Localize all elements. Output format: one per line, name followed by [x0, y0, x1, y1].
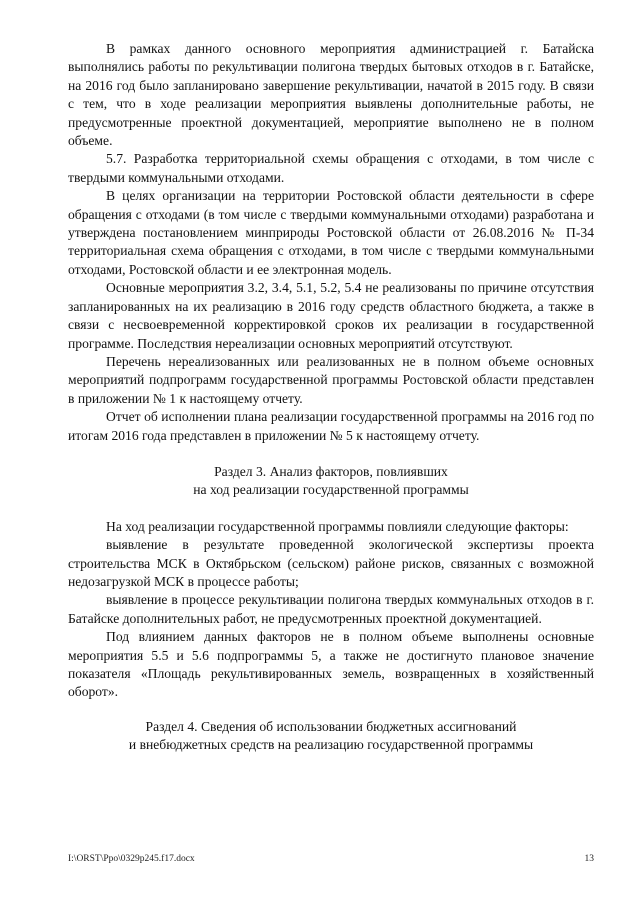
page-number: 13: [584, 854, 594, 864]
paragraph-factor-recultivation-works: выявление в процессе рекультивации полигона твердых коммунальных отходов в г. Батайске дополнительных работ, не предусмотренных проектной документацией.: [68, 592, 594, 626]
footer-file-path: I:\ORST\Ppo\0329p245.f17.docx: [68, 854, 195, 864]
paragraph-factor-ecological-expertise: выявление в результате проведенной экологической экспертизы проекта строительства МСК в Октябрьском (сельском) районе рисков, связанных с возможной недозагрузкой МСК в процессе работы;: [68, 537, 594, 589]
paragraph-item-5-7: 5.7. Разработка территориальной схемы обращения с отходами, в том числе с твердыми коммунальными отходами.: [68, 151, 594, 185]
section-4-heading-line-2: и внебюджетных средств на реализацию государственной программы: [128, 737, 534, 753]
paragraph-unimplemented-activities: Основные мероприятия 3.2, 3.4, 5.1, 5.2, 5.4 не реализованы по причине отсутствия запланированных на их реализацию в 2016 году средств областного бюджета, а также в связи с несвоевременной корректировкой сроков их реализации в государственной программе. Последствия нереализации основных мероприятий отсутствуют.: [68, 280, 594, 351]
section-3-heading-line-1: Раздел 3. Анализ факторов, повлиявших: [214, 463, 448, 479]
paragraph-factors-consequences: Под влиянием данных факторов не в полном объеме выполнены основные мероприятия 5.5 и 5.6 подпрограммы 5, а также не достигнуто плановое значение показателя «Площадь рекультивированных земель, возвращенных в хозяйственный оборот».: [68, 629, 594, 700]
page-footer: [68, 854, 594, 864]
paragraph-factors-intro: На ход реализации государственной программы повлияли следующие факторы:: [106, 518, 569, 534]
paragraph-appendix-1: Перечень нереализованных или реализованных не в полном объеме основных мероприятий подпрограмм государственной программы Ростовской области представлен в приложении № 1 к настоящему отчету.: [68, 353, 594, 406]
section-4-heading-line-1: Раздел 4. Сведения об использовании бюджетных ассигнований: [145, 718, 517, 734]
paragraph-appendix-5: Отчет об исполнении плана реализации государственной программы на 2016 год по итогам 2016 года представлен в приложении № 5 к настоящему отчету.: [68, 409, 594, 443]
paragraph-batajsk-recultivation: В рамках данного основного мероприятия администрацией г. Батайска выполнялись работы по рекультивации полигона твердых бытовых отходов в г. Батайске, на 2016 год было запланировано завершение рекультивации, начатой в 2015 году. В связи с тем, что в ходе реализации мероприятия выявлены дополнительные работы, не предусмотренные проектной документацией, мероприятие выполнено не в полном объеме.: [68, 41, 594, 149]
section-3-heading-line-2: на ход реализации государственной программы: [193, 482, 469, 498]
document-body: [68, 40, 594, 755]
paragraph-territorial-scheme: В целях организации на территории Ростовской области деятельности в сфере обращения с отходами (в том числе с твердыми коммунальными отходами) разработана и утверждена постановлением минприроды Ростовской области от 26.08.2016 № П-34 территориальная схема обращения с отходами, в том числе с твердыми коммунальными отходами, Ростовской области и ее электронная модель.: [68, 188, 594, 277]
